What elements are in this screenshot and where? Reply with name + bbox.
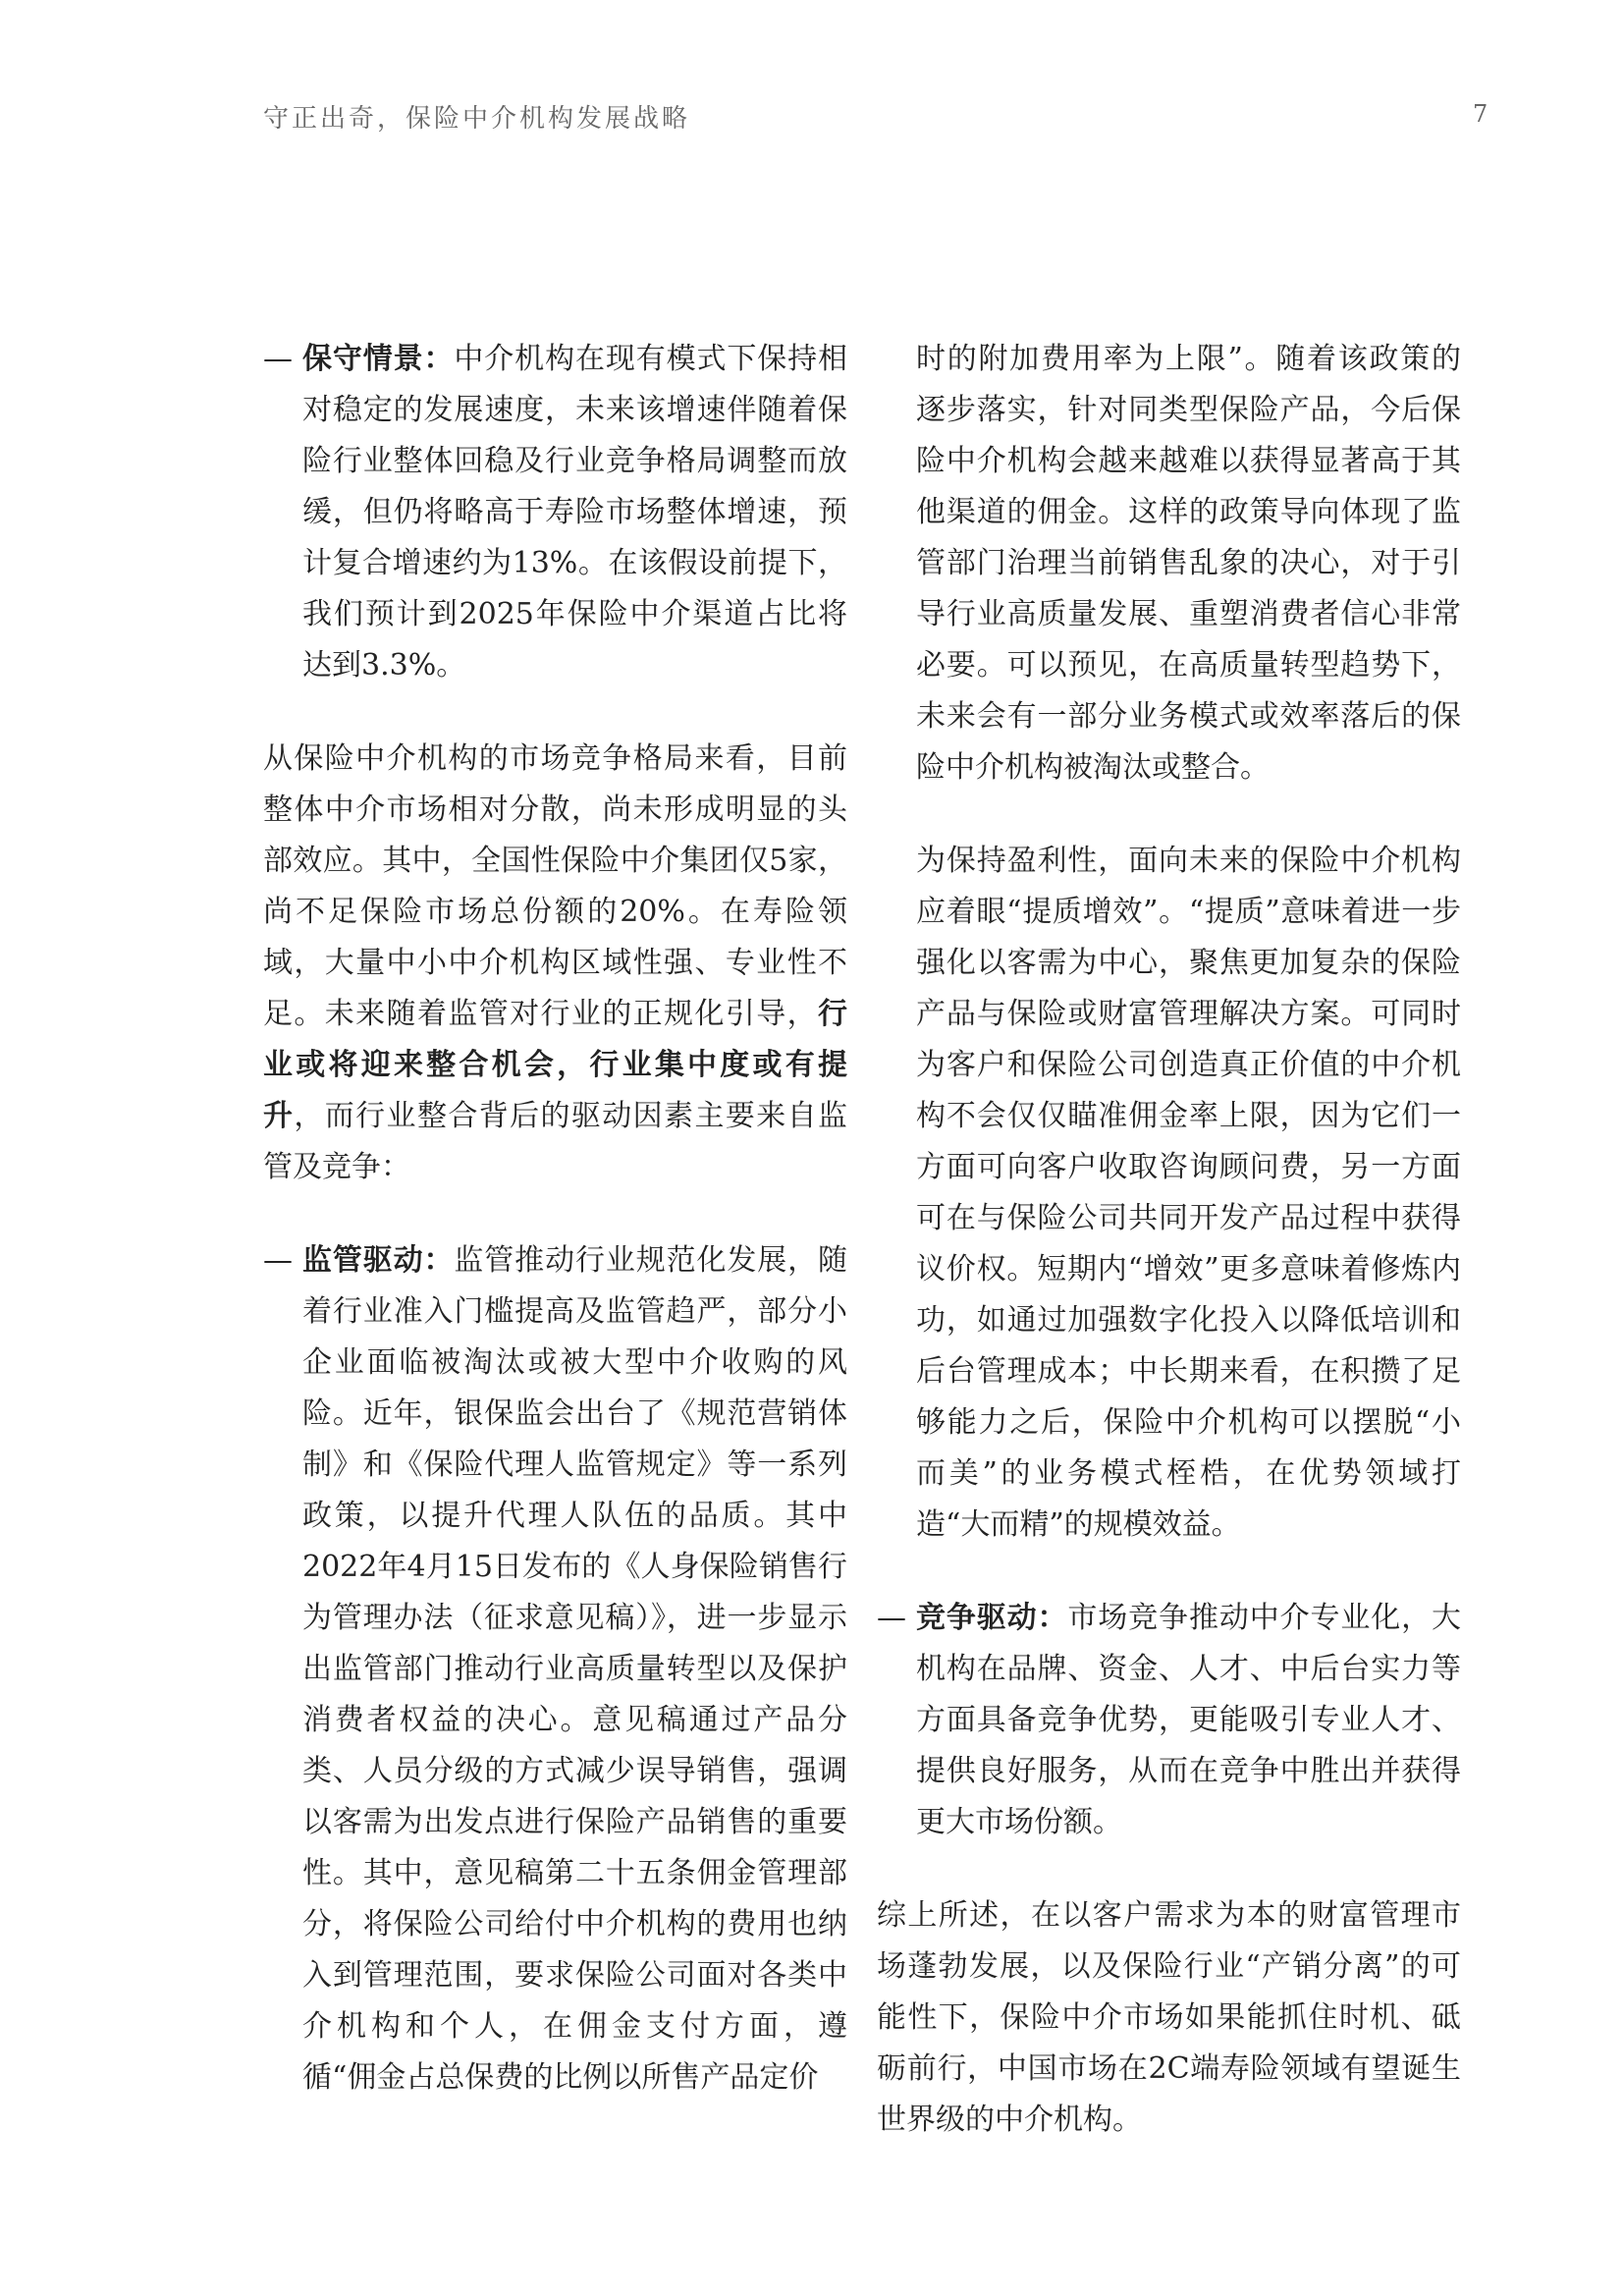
regulatory-driver-paragraph: [263, 1235, 847, 2104]
em-dash-bullet: —: [263, 1243, 293, 1278]
market-competition-paragraph: [263, 734, 847, 1193]
competition-driver-label: 竞争驱动：: [916, 1601, 1068, 1635]
regulatory-driver-label: 监管驱动：: [302, 1243, 455, 1278]
regulatory-driver-continued-text: 时的附加费用率为上限”。随着该政策的逐步落实，针对同类型保险产品，今后保险中介机构会越来越难以获得显著高于其他渠道的佣金。这样的政策导向体现了监管部门治理当前销售乱象的决心，对于引导行业高质量发展、重塑消费者信心非常必要。可以预见，在高质量转型趋势下，未来会有一部分业务模式或效率落后的保险中介机构被淘汰或整合。: [916, 342, 1461, 785]
conclusion-text: 综上所述，在以客户需求为本的财富管理市场蓬勃发展，以及保险行业“产销分离”的可能性下，保险中介市场如果能抓住时机、砥砺前行，中国市场在2C端寿险领域有望诞生世界级的中介机构。: [877, 1898, 1461, 2137]
right-column: [877, 334, 1461, 2188]
left-column: [263, 334, 847, 2146]
em-dash-bullet: —: [263, 342, 293, 376]
competition-driver-text: 市场竞争推动中介专业化，大机构在品牌、资金、人才、中后台实力等方面具备竞争优势，更能吸引专业人才、提供良好服务，从而在竞争中胜出并获得更大市场份额。: [916, 1601, 1462, 1839]
em-dash-bullet: —: [877, 1601, 906, 1635]
competition-driver-paragraph: [877, 1593, 1461, 1848]
conservative-scenario-label: 保守情景：: [302, 342, 455, 376]
conservative-scenario-paragraph: [263, 334, 847, 691]
regulatory-driver-continued: [877, 334, 1461, 793]
page-number: 7: [1473, 100, 1488, 128]
regulatory-driver-text: 监管推动行业规范化发展，随着行业准入门槛提高及监管趋严，部分小企业面临被淘汰或被大型中介收购的风险。近年，银保监会出台了《规范营销体制》和《保险代理人监管规定》等一系列政策，以提升代理人队伍的品质。其中2022年4月15日发布的《人身保险销售行为管理办法（征求意见稿）》，进一步显示出监管部门推动行业高质量转型以及保护消费者权益的决心。意见稿通过产品分类、人员分级的方式减少误导销售，强调以客需为出发点进行保险产品销售的重要性。其中，意见稿第二十五条佣金管理部分，将保险公司给付中介机构的费用也纳入到管理范围，要求保险公司面对各类中介机构和个人，在佣金支付方面，遵循“佣金占总保费的比例以所售产品定价: [302, 1243, 848, 2095]
conservative-scenario-text: 中介机构在现有模式下保持相对稳定的发展速度，未来该增速伴随着保险行业整体回稳及行业竞争格局调整而放缓，但仍将略高于寿险市场整体增速，预计复合增速约为13%。在该假设前提下，我们预计到2025年保险中介渠道占比将达到3.3%。: [302, 342, 848, 683]
running-header: 守正出奇，保险中介机构发展战略: [263, 104, 691, 134]
conclusion-paragraph: [877, 1890, 1461, 2146]
market-competition-text-a: 从保险中介机构的市场竞争格局来看，目前整体中介市场相对分散，尚未形成明显的头部效应。其中，全国性保险中介集团仅5家，尚不足保险市场总份额的20%。在寿险领域，大量中小中介机构区域性强、专业性不足。未来随着监管对行业的正规化引导，: [263, 741, 847, 1031]
quality-efficiency-text: 为保持盈利性，面向未来的保险中介机构应着眼“提质增效”。“提质”意味着进一步强化以客需为中心，聚焦更加复杂的保险产品与保险或财富管理解决方案。可同时为客户和保险公司创造真正价值的中介机构不会仅仅瞄准佣金率上限，因为它们一方面可向客户收取咨询顾问费，另一方面可在与保险公司共同开发产品过程中获得议价权。短期内“增效”更多意味着修炼内功，如通过加强数字化投入以降低培训和后台管理成本；中长期来看，在积攒了足够能力之后，保险中介机构可以摆脱“小而美”的业务模式桎梏，在优势领域打造“大而精”的规模效益。: [916, 844, 1461, 1542]
quality-efficiency-paragraph: [877, 836, 1461, 1551]
market-competition-text-b: ，而行业整合背后的驱动因素主要来自监管及竞争：: [263, 1099, 848, 1184]
market-competition-bold: 行业或将迎来整合机会，行业集中度或有提升: [263, 997, 847, 1133]
